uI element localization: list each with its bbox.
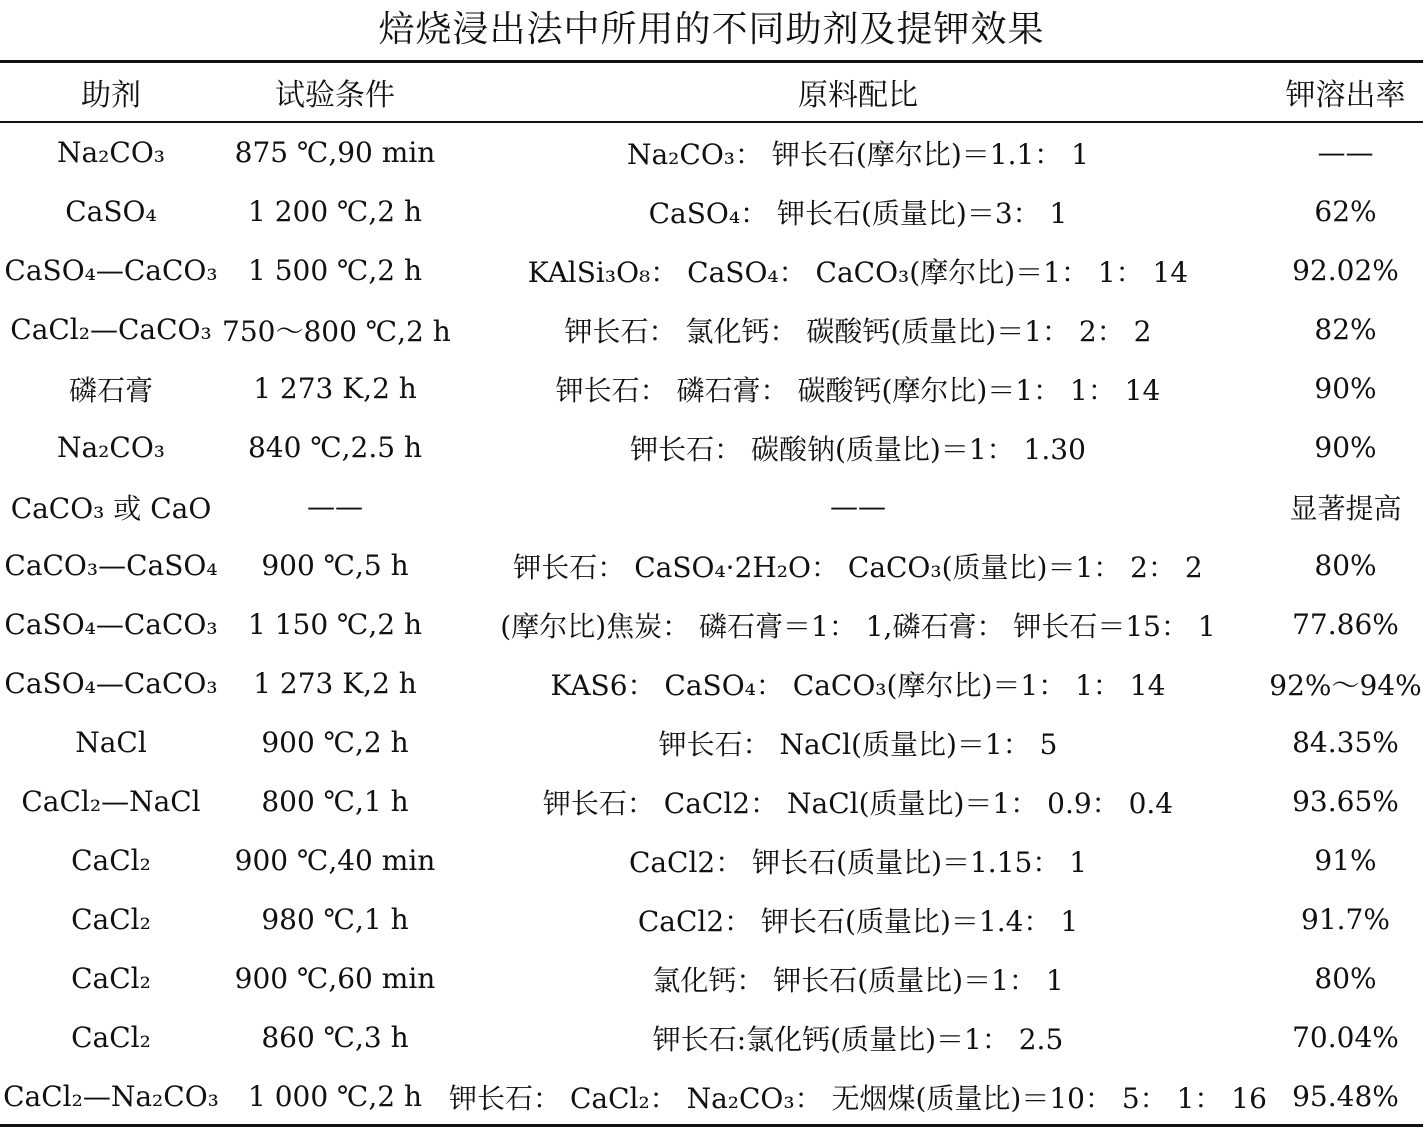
table-row: [0, 536, 1423, 595]
cell-ratio: KAlSi₃O₈： CaSO₄： CaCO₃(摩尔比)＝1： 1： 14: [527, 255, 1189, 289]
cell-yield: 90%: [1314, 372, 1377, 405]
cell-ratio: CaCl2： 钾长石(质量比)＝1.15： 1: [628, 845, 1088, 879]
cell-additive: Na₂CO₃: [56, 136, 166, 169]
cell-conditions: ——: [307, 490, 363, 523]
cell-additive: CaCl₂: [71, 1021, 151, 1054]
cell-yield: 92.02%: [1292, 254, 1399, 287]
cell-additive: CaCl₂—CaCO₃: [10, 313, 212, 346]
cell-conditions: 1 000 ℃,2 h: [247, 1080, 423, 1113]
cell-yield: 95.48%: [1292, 1080, 1399, 1113]
table-row: [0, 1067, 1423, 1126]
data-table: [0, 63, 1423, 1126]
cell-yield: 90%: [1314, 431, 1377, 464]
cell-additive: CaCO₃—CaSO₄: [4, 549, 218, 582]
cell-ratio: ——: [830, 490, 886, 523]
cell-ratio: 钾长石： 碳酸钠(质量比)＝1： 1.30: [630, 432, 1086, 466]
cell-ratio: 钾长石:氯化钙(质量比)＝1： 2.5: [652, 1022, 1064, 1056]
cell-yield: 91%: [1314, 844, 1377, 877]
cell-additive: 磷石膏: [68, 373, 153, 407]
table-row: [0, 654, 1423, 713]
column-header-conditions: 试验条件: [275, 78, 395, 113]
cell-conditions: 875 ℃,90 min: [234, 136, 436, 169]
table-row: [0, 418, 1423, 477]
cell-additive: CaCO₃ 或 CaO: [10, 491, 212, 525]
cell-conditions: 800 ℃,1 h: [261, 785, 409, 818]
cell-additive: CaCl₂—Na₂CO₃: [3, 1080, 219, 1113]
cell-ratio: 钾长石： CaCl2： NaCl(质量比)＝1： 0.9： 0.4: [542, 786, 1174, 820]
cell-yield: 77.86%: [1292, 608, 1399, 641]
cell-ratio: 氯化钙： 钾长石(质量比)＝1： 1: [652, 963, 1064, 997]
cell-conditions: 840 ℃,2.5 h: [247, 431, 423, 464]
cell-conditions: 900 ℃,40 min: [234, 844, 436, 877]
cell-yield: 93.65%: [1292, 785, 1399, 818]
cell-conditions: 1 200 ℃,2 h: [247, 195, 423, 228]
table-row: [0, 713, 1423, 772]
cell-additive: CaCl₂: [71, 903, 151, 936]
cell-additive: CaSO₄—CaCO₃: [4, 254, 218, 287]
table-row: [0, 772, 1423, 831]
cell-conditions: 980 ℃,1 h: [261, 903, 409, 936]
cell-additive: CaSO₄: [65, 195, 157, 228]
cell-yield: 80%: [1314, 549, 1377, 582]
cell-conditions: 1 273 K,2 h: [253, 667, 417, 700]
cell-ratio: CaSO₄： 钾长石(质量比)＝3： 1: [648, 196, 1068, 230]
cell-additive: Na₂CO₃: [56, 431, 166, 464]
cell-additive: CaCl₂: [71, 962, 151, 995]
table-row: [0, 241, 1423, 300]
cell-yield: 62%: [1314, 195, 1377, 228]
cell-ratio: 钾长石： CaSO₄·2H₂O： CaCO₃(质量比)＝1： 2： 2: [513, 550, 1203, 584]
cell-conditions: 1 500 ℃,2 h: [247, 254, 423, 287]
table-row: [0, 890, 1423, 949]
cell-additive: CaSO₄—CaCO₃: [4, 608, 218, 641]
cell-ratio: Na₂CO₃： 钾长石(摩尔比)＝1.1： 1: [626, 137, 1089, 171]
cell-additive: CaCl₂—NaCl: [21, 785, 201, 818]
cell-conditions: 1 150 ℃,2 h: [247, 608, 423, 641]
cell-yield: 82%: [1314, 313, 1377, 346]
table-row: [0, 949, 1423, 1008]
table-row: [0, 182, 1423, 241]
table-row: [0, 831, 1423, 890]
column-header-ratio: 原料配比: [798, 78, 918, 113]
column-header-additive: 助剂: [81, 78, 141, 113]
cell-ratio: 钾长石： 氯化钙： 碳酸钙(质量比)＝1： 2： 2: [564, 314, 1152, 348]
cell-ratio: (摩尔比)焦炭： 磷石膏＝1： 1,磷石膏： 钾长石＝15： 1: [500, 609, 1216, 643]
cell-yield: ——: [1317, 136, 1374, 169]
column-header-yield: 钾溶出率: [1285, 78, 1406, 113]
table-row: [0, 477, 1423, 536]
table-row: [0, 121, 1423, 182]
cell-yield: 80%: [1314, 962, 1377, 995]
cell-additive: CaCl₂: [71, 844, 151, 877]
cell-additive: NaCl: [75, 726, 147, 759]
header-row: [0, 63, 1423, 121]
cell-yield: 91.7%: [1301, 903, 1390, 936]
cell-yield: 84.35%: [1292, 726, 1399, 759]
cell-yield: 显著提高: [1289, 491, 1402, 525]
table-row: [0, 359, 1423, 418]
cell-conditions: 1 273 K,2 h: [253, 372, 417, 405]
cell-ratio: KAS6： CaSO₄： CaCO₃(摩尔比)＝1： 1： 14: [550, 668, 1166, 702]
cell-conditions: 860 ℃,3 h: [261, 1021, 409, 1054]
cell-conditions: 900 ℃,60 min: [234, 962, 436, 995]
table-body: [0, 121, 1423, 1126]
cell-additive: CaSO₄—CaCO₃: [4, 667, 218, 700]
cell-conditions: 900 ℃,5 h: [261, 549, 409, 582]
cell-conditions: 900 ℃,2 h: [261, 726, 409, 759]
table-row: [0, 300, 1423, 359]
cell-yield: 70.04%: [1292, 1021, 1399, 1054]
cell-ratio: CaCl2： 钾长石(质量比)＝1.4： 1: [637, 904, 1079, 938]
cell-ratio: 钾长石： 磷石膏： 碳酸钙(摩尔比)＝1： 1： 14: [555, 373, 1161, 407]
table-title: 焙烧浸出法中所用的不同助剂及提钾效果: [378, 9, 1045, 50]
table-row: [0, 1008, 1423, 1067]
table-row: [0, 595, 1423, 654]
cell-ratio: 钾长石： CaCl₂： Na₂CO₃： 无烟煤(质量比)＝10： 5： 1： 16: [449, 1081, 1267, 1115]
cell-conditions: 750～800 ℃,2 h: [222, 314, 451, 348]
cell-ratio: 钾长石： NaCl(质量比)＝1： 5: [658, 727, 1058, 761]
cell-yield: 92%～94%: [1269, 668, 1422, 702]
